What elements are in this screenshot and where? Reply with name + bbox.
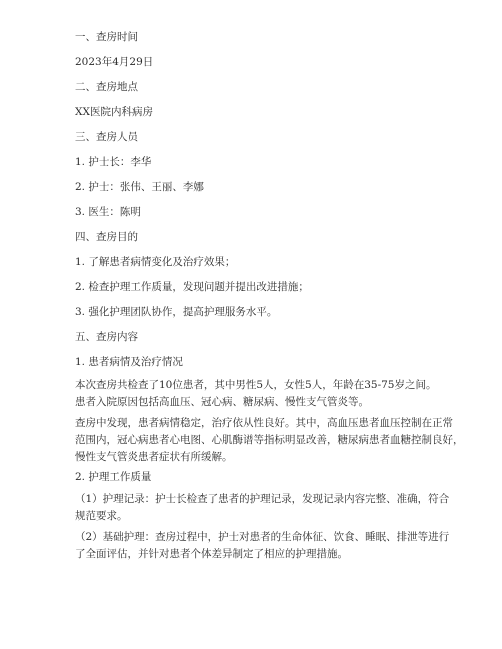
subheading-nursing-quality: 2. 护理工作质量 <box>75 471 152 483</box>
staff-item-doctor: 3. 医生：陈明 <box>75 206 141 218</box>
paragraph-condition-findings <box>75 415 464 466</box>
section-heading-location: 二、查房地点 <box>75 81 138 93</box>
inspection-date: 2023年4月29日 <box>75 56 154 68</box>
paragraph-line: （2）基础护理：查房过程中，护士对患者的生命体征、饮食、睡眠、排泄等进行 <box>75 531 450 543</box>
section-heading-content: 五、查房内容 <box>75 331 138 343</box>
purpose-item-2: 2. 检查护理工作质量，发现问题并提出改进措施； <box>75 281 309 293</box>
paragraph-line: 患者入院原因包括高血压、冠心病、糖尿病、慢性支气管炎等。 <box>75 396 369 408</box>
section-heading-staff: 三、查房人员 <box>75 131 138 143</box>
paragraph-basic-care <box>75 529 450 563</box>
paragraph-line: 规范要求。 <box>75 510 128 522</box>
inspection-location: XX医院内科病房 <box>75 106 153 118</box>
staff-item-nurses: 2. 护士：张伟、王丽、李娜 <box>75 181 204 193</box>
paragraph-patients-overview <box>75 377 440 411</box>
section-heading-purpose: 四、查房目的 <box>75 231 138 243</box>
section-heading-time: 一、查房时间 <box>75 31 138 43</box>
paragraph-line: 范围内，冠心病患者心电图、心肌酶谱等指标明显改善，糖尿病患者血糖控制良好， <box>75 434 464 446</box>
paragraph-nursing-records <box>75 491 450 525</box>
staff-item-head-nurse: 1. 护士长：李华 <box>75 156 152 168</box>
paragraph-line: 查房中发现，患者病情稳定，治疗依从性良好。其中，高血压患者血压控制在正常 <box>75 417 453 429</box>
paragraph-line: 慢性支气管炎患者症状有所缓解。 <box>75 451 233 463</box>
subheading-condition: 1. 患者病情及治疗情况 <box>75 356 183 368</box>
paragraph-line: 本次查房共检查了10位患者，其中男性5人，女性5人，年龄在35-75岁之间。 <box>75 379 437 391</box>
paragraph-line: （1）护理记录：护士长检查了患者的护理记录，发现记录内容完整、准确，符合 <box>75 493 450 505</box>
purpose-item-3: 3. 强化护理团队协作，提高护理服务水平。 <box>75 306 278 318</box>
purpose-item-1: 1. 了解患者病情变化及治疗效果； <box>75 256 236 268</box>
paragraph-line: 了全面评估，并针对患者个体差异制定了相应的护理措施。 <box>75 548 348 560</box>
